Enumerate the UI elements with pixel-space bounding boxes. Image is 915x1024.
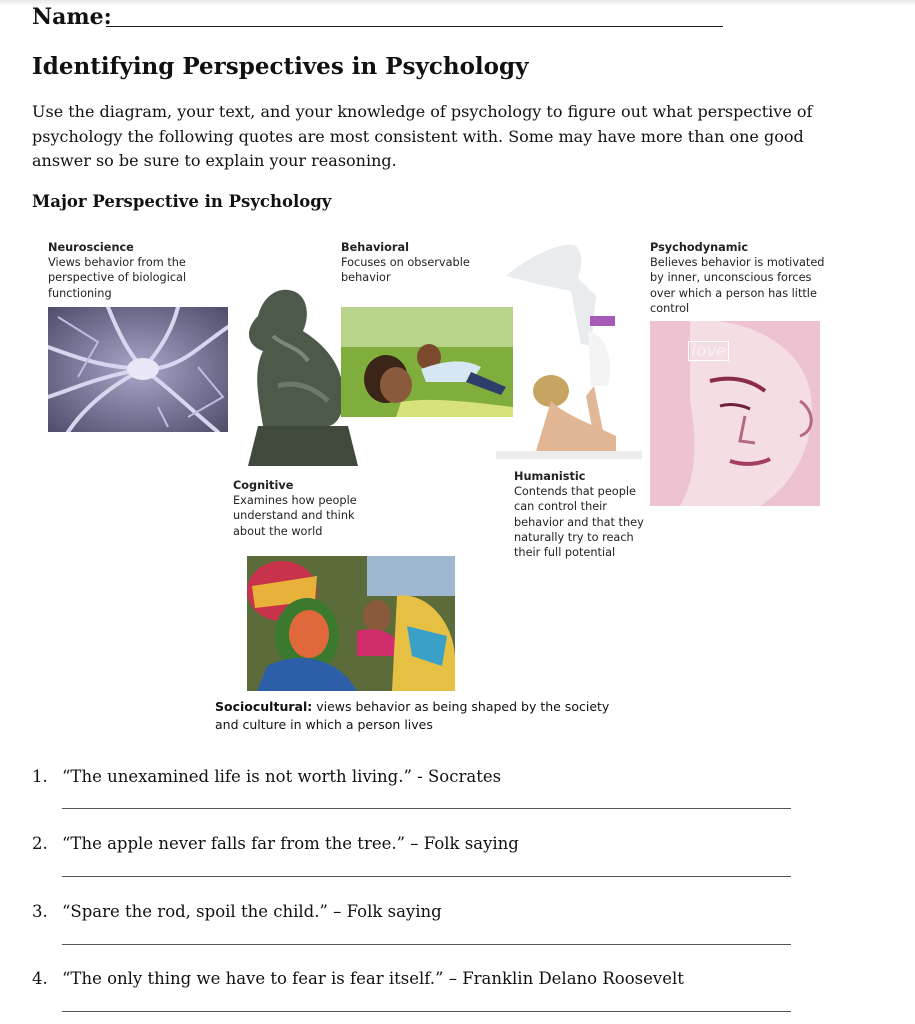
question-4 (32, 969, 684, 988)
yoga-pose-image (496, 236, 642, 461)
humanistic-line: can control their (514, 500, 607, 514)
page-title: Identifying Perspectives in Psychology (32, 53, 529, 80)
answer-line-1[interactable] (62, 808, 791, 809)
humanistic-line: behavior and that they (514, 515, 644, 529)
answer-line-4[interactable] (62, 1011, 791, 1012)
neuroscience-line: perspective of biological (48, 271, 187, 285)
psychodynamic-title: Psychodynamic (650, 241, 749, 254)
humanistic-title: Humanistic (514, 470, 586, 483)
name-label: Name: (32, 4, 112, 30)
question-number: 3. (32, 902, 48, 921)
answer-line-3[interactable] (62, 944, 791, 945)
diagram-heading: Major Perspective in Psychology (32, 192, 332, 211)
cognitive-title: Cognitive (233, 479, 294, 492)
psychodynamic-caption (650, 240, 840, 316)
humanistic-line: Contends that people (514, 485, 636, 499)
psychodynamic-line: Believes behavior is motivated (650, 256, 825, 270)
question-text: “The unexamined life is not worth living.” - Socrates (62, 767, 502, 786)
question-number: 1. (32, 767, 48, 786)
neuroscience-line: Views behavior from the (48, 256, 186, 270)
cognitive-line: about the world (233, 524, 323, 538)
name-field-line[interactable] (106, 26, 723, 27)
psychodynamic-line: by inner, unconscious forces (650, 271, 812, 285)
neuroscience-caption (48, 240, 238, 301)
psychodynamic-face-image (650, 321, 820, 506)
psychodynamic-line: control (650, 301, 690, 315)
behavioral-title: Behavioral (341, 241, 410, 254)
love-word: love (688, 341, 729, 361)
festival-image (247, 556, 455, 691)
question-1 (32, 767, 501, 786)
question-text: “The apple never falls far from the tree.” – Folk saying (62, 834, 519, 853)
cognitive-line: understand and think (233, 509, 355, 523)
question-number: 4. (32, 969, 48, 988)
sociocultural-title: Sociocultural: (215, 699, 313, 714)
sociocultural-text-2: and culture in which a person lives (215, 717, 433, 732)
mother-child-image (341, 307, 513, 417)
question-text: “The only thing we have to fear is fear itself.” – Franklin Delano Roosevelt (62, 969, 684, 988)
neuroscience-line: functioning (48, 286, 112, 300)
psychodynamic-line: over which a person has little (650, 286, 817, 300)
sociocultural-text: views behavior as being shaped by the society (312, 699, 610, 714)
question-text: “Spare the rod, spoil the child.” – Folk saying (62, 902, 442, 921)
question-number: 2. (32, 834, 48, 853)
humanistic-caption (514, 469, 664, 560)
behavioral-caption (341, 240, 511, 286)
neuron-image (48, 307, 228, 432)
cognitive-caption (233, 478, 413, 539)
question-2 (32, 834, 519, 853)
cognitive-line: Examines how people (233, 494, 357, 508)
answer-line-2[interactable] (62, 876, 791, 877)
behavioral-line: Focuses on observable (341, 256, 470, 270)
question-3 (32, 902, 442, 921)
sociocultural-caption (215, 698, 635, 734)
top-shadow (0, 0, 915, 6)
humanistic-line: their full potential (514, 546, 616, 560)
behavioral-line: behavior (341, 271, 391, 285)
humanistic-line: naturally try to reach (514, 530, 634, 544)
intro-paragraph: Use the diagram, your text, and your knowledge of psychology to figure out what perspective of psychology the following quotes are most consistent with. Some may have more than one good answer so be sure to explain your reasoning. (32, 102, 813, 170)
neuroscience-title: Neuroscience (48, 241, 134, 254)
